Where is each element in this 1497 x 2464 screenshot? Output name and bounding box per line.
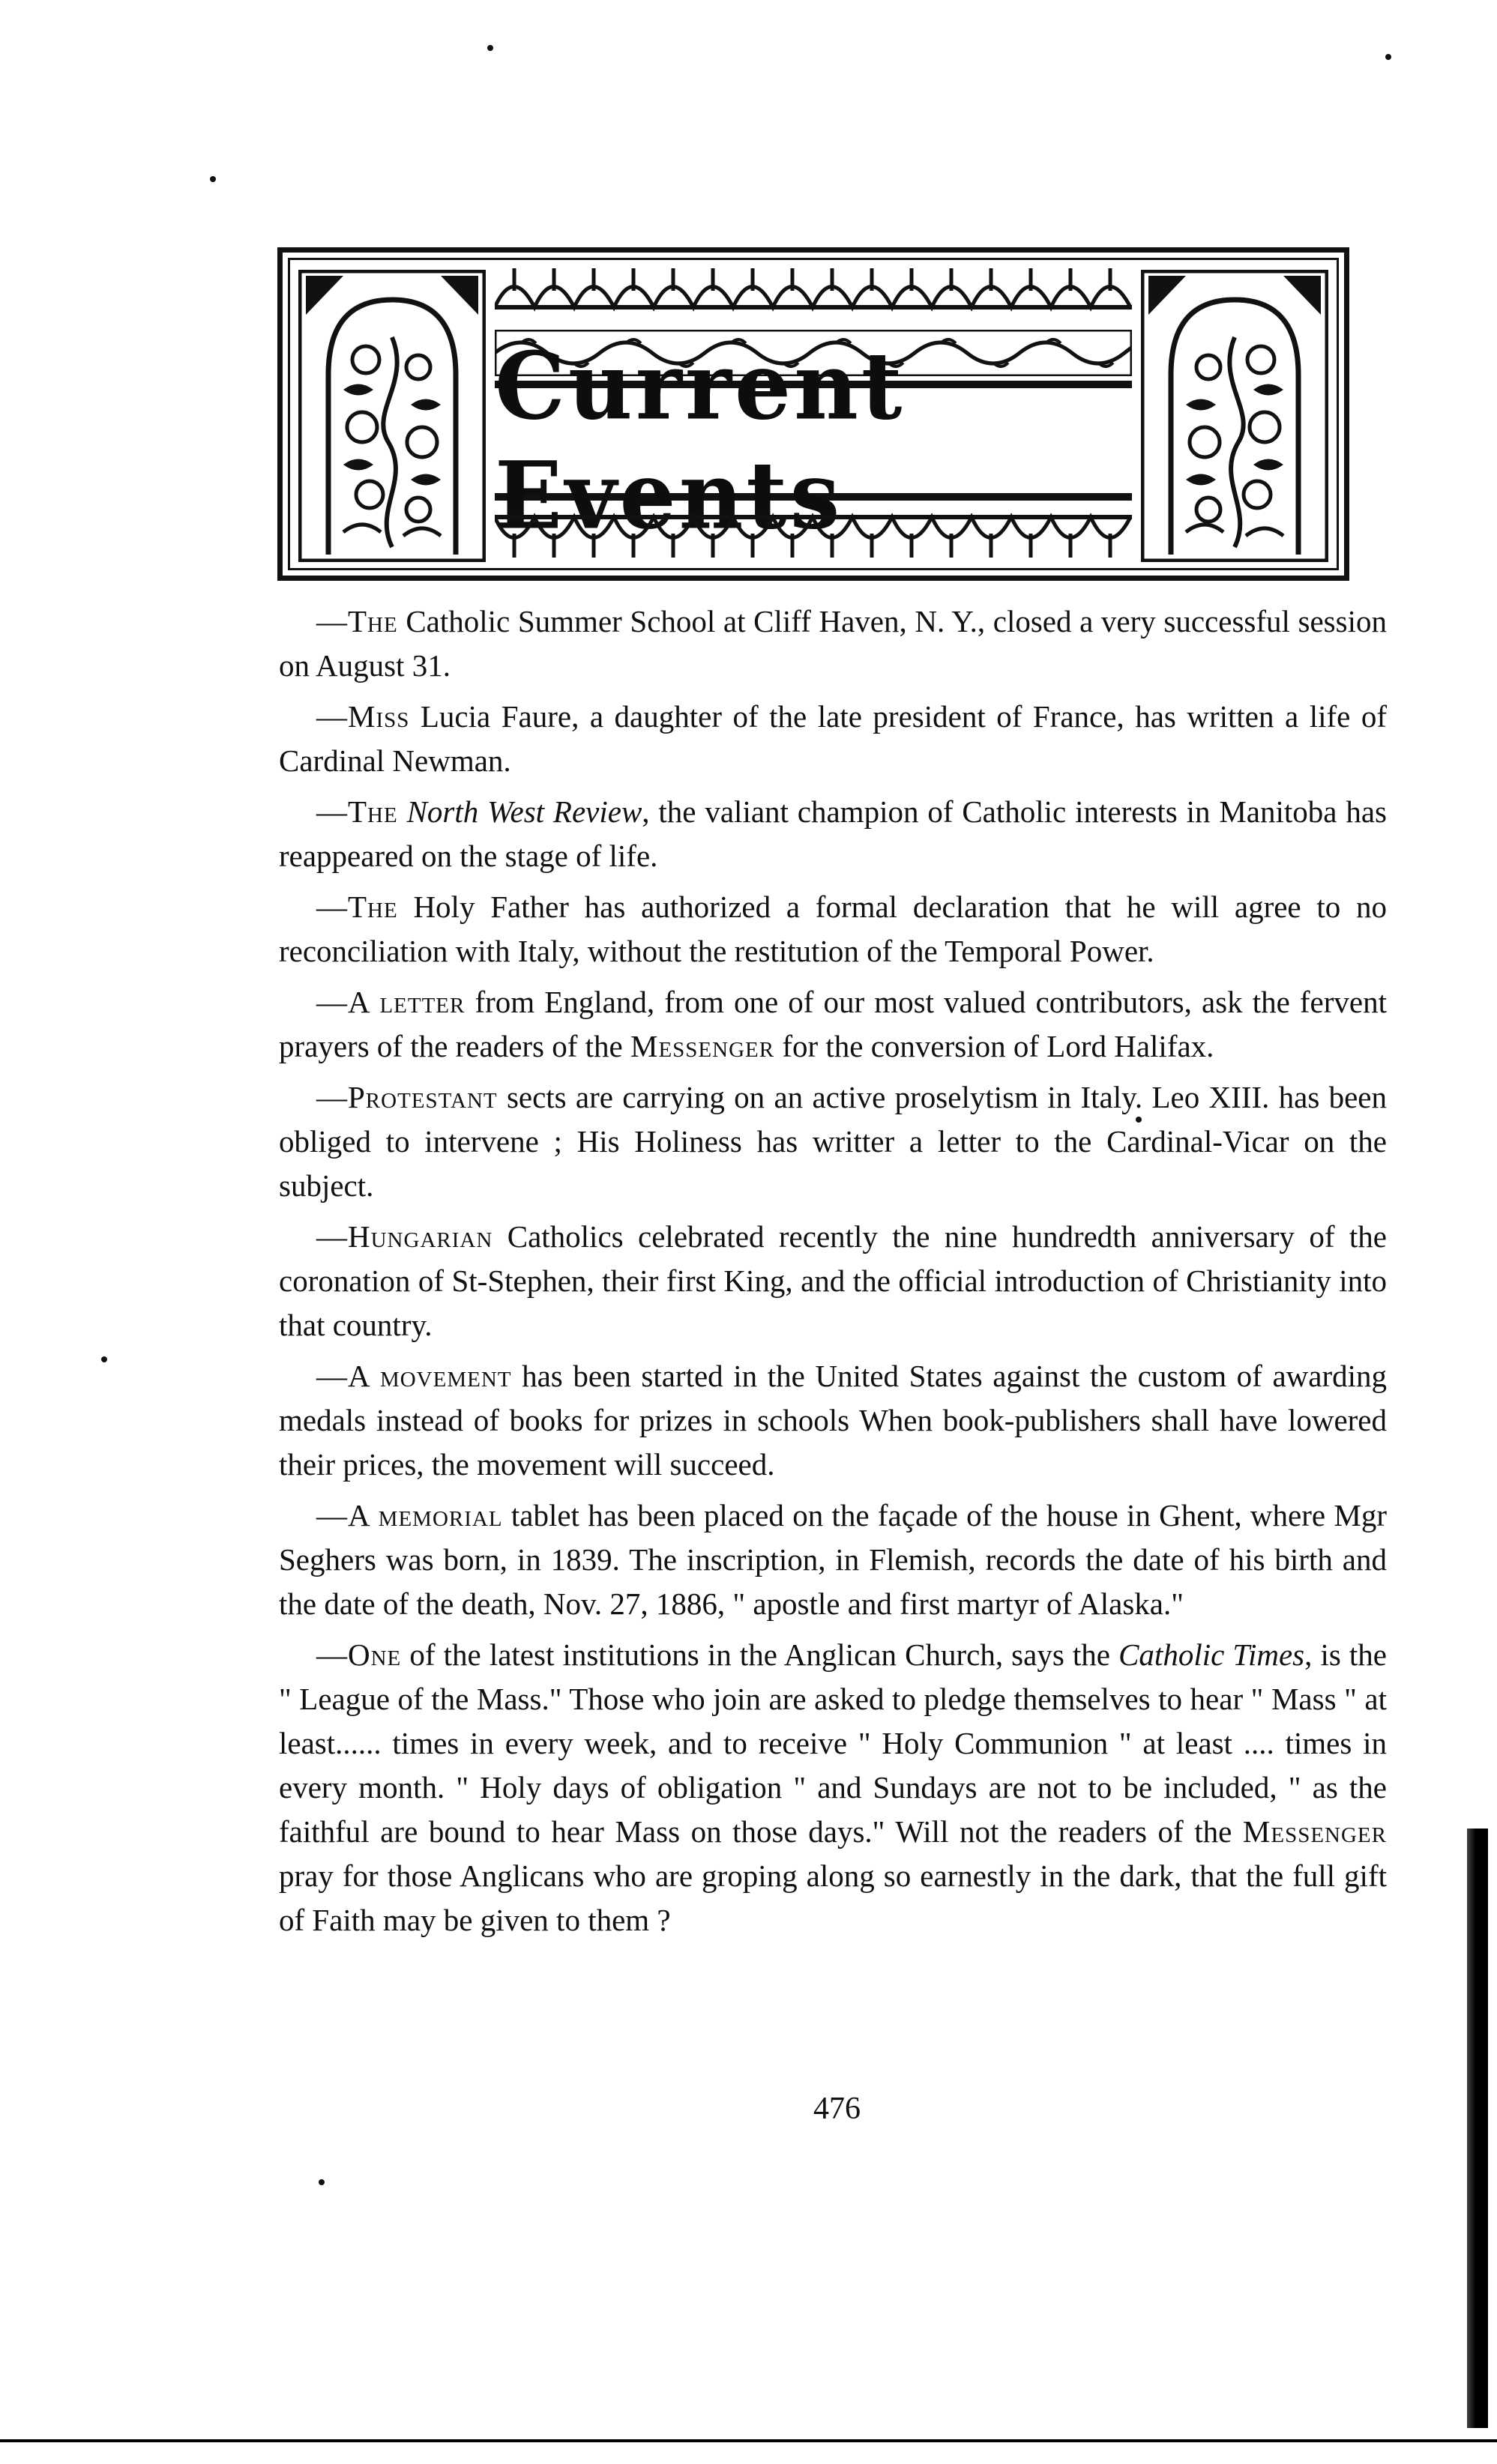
news-item: [279, 600, 1387, 688]
current-events-header: [277, 247, 1349, 581]
right-floral-panel: [1141, 270, 1328, 562]
item-lead: —The: [316, 794, 398, 829]
item-lead: —A letter: [316, 985, 466, 1019]
item-lead: —Protestant: [316, 1080, 498, 1114]
news-item: [279, 980, 1387, 1069]
item-lead: —The: [316, 604, 398, 638]
item-lead: —The: [316, 890, 398, 924]
item-lead: —One: [316, 1637, 402, 1672]
left-floral-panel: [298, 270, 486, 562]
scan-speck: [487, 45, 493, 51]
scan-speck: [319, 2179, 325, 2185]
item-text: , is the " League of the Mass." Those who join are asked to pledge themselves to hear " Mass " at least...... times in every week, and to receive " Holy Communion " at least .... times in every month. " Holy days of obligation " and Sundays are not to be included, " as the faithful are bound to hear Mass on those days." Will not the readers of the: [279, 1637, 1387, 1849]
scan-speck: [210, 176, 216, 182]
item-text: for the conversion of Lord Halifax.: [774, 1029, 1214, 1063]
item-text: from England, from one of our most valued contributors, ask the fervent prayers of the readers of the: [279, 985, 1387, 1063]
news-item: [279, 790, 1387, 878]
item-text: pray for those Anglicans who are groping along so earnestly in the dark, that the full gift of Faith may be given to them ?: [279, 1858, 1387, 1937]
item-text: Catholic Summer School at Cliff Haven, N. Y., closed a very successful session on August 31.: [279, 604, 1387, 683]
item-lead: —A memorial: [316, 1498, 503, 1533]
news-item: [279, 1215, 1387, 1347]
item-text: has been started in the United States against the custom of awarding medals instead of books for prizes in schools When book-publishers shall have lowered their prices, the movement will succeed.: [279, 1359, 1387, 1482]
floral-arch-icon: [1141, 270, 1328, 562]
item-text: of the latest institutions in the Anglican Church, says the: [401, 1637, 1119, 1672]
page-title: Current Events: [495, 331, 906, 550]
scan-speck: [1385, 54, 1391, 60]
item-publication: Messenger: [1242, 1814, 1387, 1849]
item-text: tablet has been placed on the façade of the house in Ghent, where Mgr Seghers was born, in 1839. The inscription, in Flemish, records the date of his birth and the date of the death, Nov. 27, 1886, " apostle and first martyr of Alaska.": [279, 1498, 1387, 1621]
item-publication: Messenger: [630, 1029, 775, 1063]
item-lead: —A movement: [316, 1359, 512, 1393]
news-item: [279, 885, 1387, 973]
news-item: [279, 1075, 1387, 1208]
item-lead: —Hungarian: [316, 1219, 493, 1254]
article-body: [279, 600, 1387, 1949]
news-item: [279, 1494, 1387, 1626]
top-scroll-band: [495, 261, 1132, 317]
item-text: Catholics celebrated recently the nine hundredth anniversary of the coronation of St-Stephen, their first King, and the official introduction of Christianity into that country.: [279, 1219, 1387, 1342]
item-italic-title: North West Review: [406, 794, 642, 829]
scan-speck: [1136, 1117, 1142, 1123]
scan-edge-bar: [1467, 1829, 1488, 2428]
news-item: [279, 695, 1387, 783]
title-box: [495, 331, 1132, 550]
page-number: 476: [813, 2092, 861, 2126]
bottom-scroll-band: [495, 511, 1132, 564]
scan-speck: [101, 1356, 107, 1362]
item-italic-title: Catholic Times: [1118, 1637, 1305, 1672]
scan-bottom-line: [0, 2439, 1497, 2442]
item-text: Holy Father has authorized a formal declaration that he will agree to no reconciliation with Italy, without the restitution of the Temporal Power.: [279, 890, 1387, 968]
scroll-ornament-icon: [495, 511, 1132, 564]
item-text: , the valiant champion of Catholic interests in Manitoba has reappeared on the stage of life.: [279, 794, 1387, 873]
item-lead: —Miss: [316, 699, 410, 734]
news-item: [279, 1354, 1387, 1487]
scroll-ornament-icon: [495, 261, 1132, 317]
item-text: sects are carrying on an active proselytism in Italy. Leo XIII. has been obliged to intervene ; His Holiness has writter a letter to the Cardinal-Vicar on the subject.: [279, 1080, 1387, 1203]
news-item: [279, 1633, 1387, 1942]
item-text: Lucia Faure, a daughter of the late president of France, has written a life of Cardinal Newman.: [279, 699, 1387, 778]
floral-arch-icon: [298, 270, 486, 562]
